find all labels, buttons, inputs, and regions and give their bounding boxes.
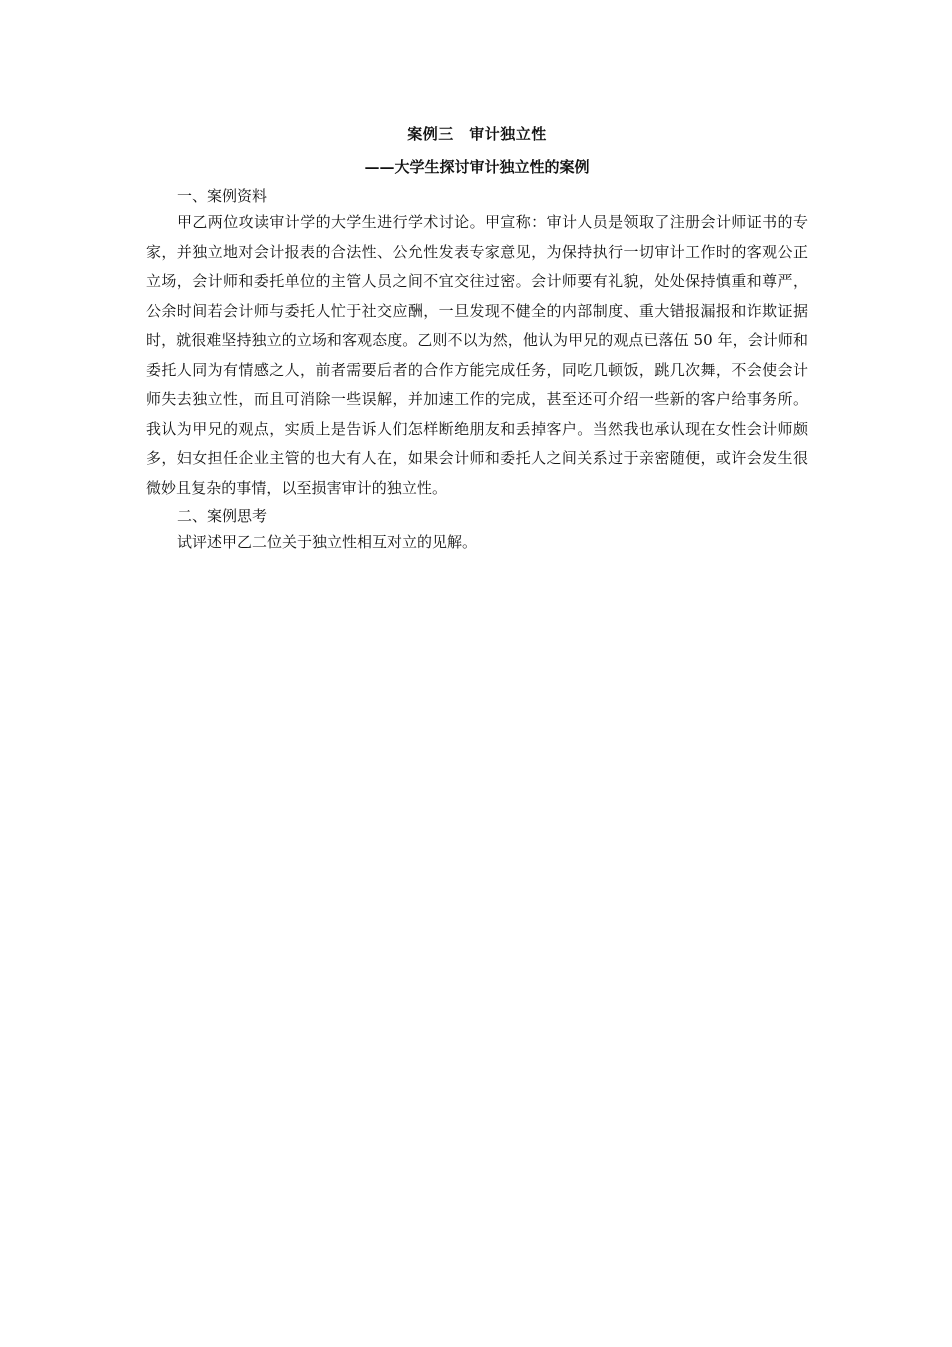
- case-material-paragraph: 甲乙两位攻读审计学的大学生进行学术讨论。甲宣称：审计人员是领取了注册会计师证书的专家，并独立地对会计报表的合法性、公允性发表专家意见，为保持执行一切审计工作时的客观公正立场，会计师和委托单位的主管人员之间不宜交往过密。会计师要有礼貌，处处保持慎重和尊严，公余时间若会计师与委托人忙于社交应酬，一旦发现不健全的内部制度、重大错报漏报和诈欺证据时，就很难坚持独立的立场和客观态度。乙则不以为然，他认为甲兄的观点已落伍 50 年，会计师和委托人同为有情感之人，前者需要后者的合作方能完成任务，同吃几顿饭，跳几次舞，不会使会计师失去独立性，而且可消除一些误解，并加速工作的完成，甚至还可介绍一些新的客户给事务所。我认为甲兄的观点，实质上是告诉人们怎样断绝朋友和丢掉客户。当然我也承认现在女性会计师颇多，妇女担任企业主管的也大有人在，如果会计师和委托人之间关系过于亲密随便，或许会发生很微妙且复杂的事情，以至损害审计的独立性。: [146, 213, 808, 497]
- case-title: 案例三 审计独立性: [407, 125, 547, 143]
- case-subtitle: ——大学生探讨审计独立性的案例: [364, 158, 590, 176]
- case-thinking-question: 试评述甲乙二位关于独立性相互对立的见解。: [177, 533, 478, 551]
- section-heading-case-thinking: 二、案例思考: [177, 507, 268, 525]
- document-content: [146, 124, 808, 552]
- section-heading-case-material: 一、案例资料: [177, 187, 268, 205]
